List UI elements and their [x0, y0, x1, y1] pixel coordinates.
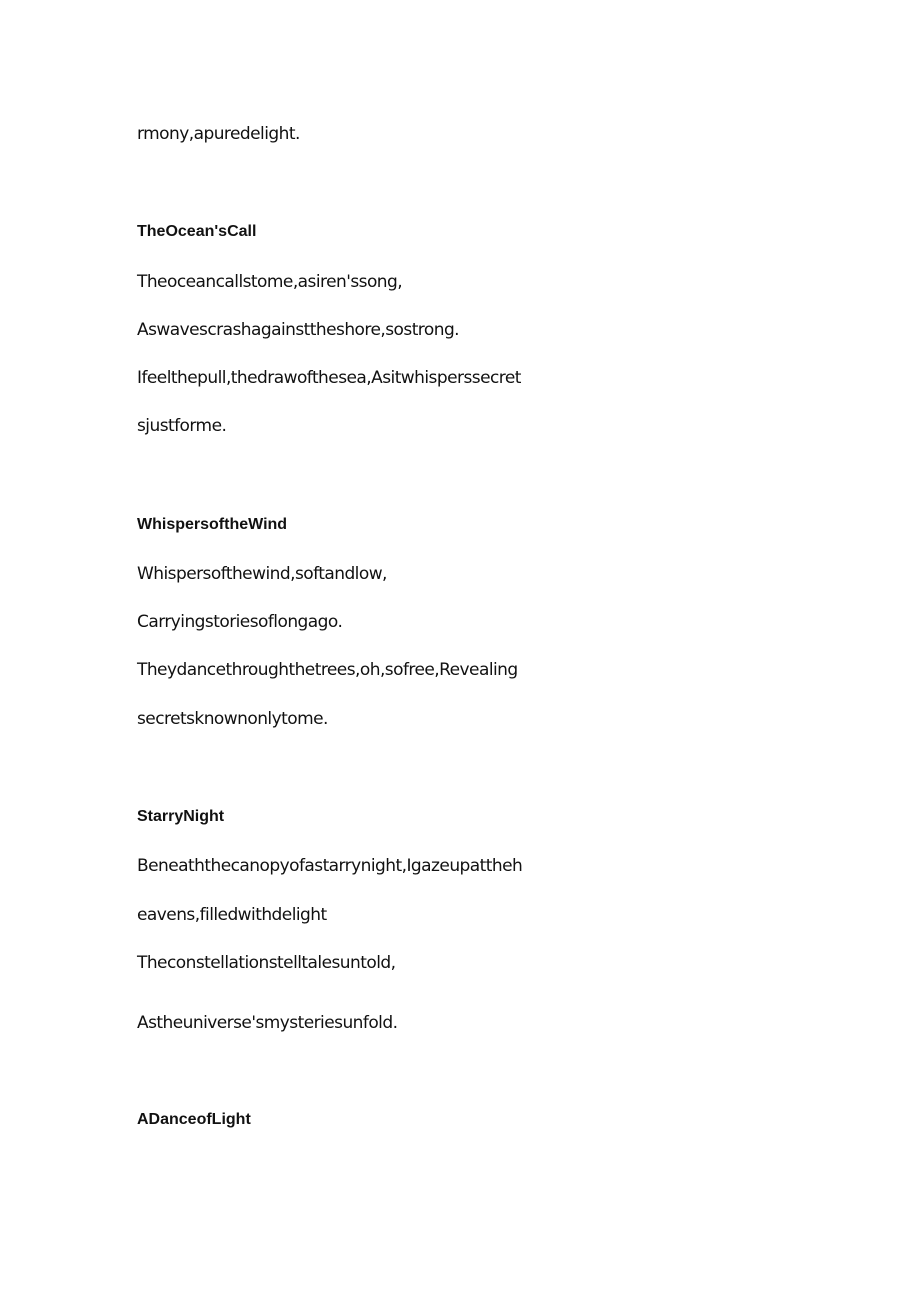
poem-line: rmony,apuredelight.: [137, 124, 300, 144]
poem-line: Aswavescrashagainsttheshore,sostrong.: [137, 320, 460, 340]
poem-line: Ifeelthepull,thedrawofthesea,Asitwhisperssecret: [137, 368, 521, 388]
poem-line: secretsknownonlytome.: [137, 709, 328, 729]
poem-line: eavens,filledwithdelight: [137, 905, 327, 925]
poem-line: Carryingstoriesoflongago.: [137, 612, 343, 632]
poem-title: WhispersoftheWind: [137, 516, 288, 533]
poem-title: StarryNight: [137, 808, 225, 825]
poem-line: Theydancethroughthetrees,oh,sofree,Revealing: [137, 660, 518, 680]
poem-line: Theoceancallstome,asiren'ssong,: [137, 272, 403, 292]
poem-title: ADanceofLight: [137, 1111, 251, 1128]
poem-line: Astheuniverse'smysteriesunfold.: [137, 1013, 398, 1033]
poem-line: Whispersofthewind,softandlow,: [137, 564, 387, 584]
poem-line: Beneaththecanopyofastarrynight,Igazeupattheh: [137, 856, 523, 876]
poem-line: sjustforme.: [137, 416, 227, 436]
poem-line: Theconstellationstelltalesuntold,: [137, 953, 396, 973]
poem-title: TheOcean'sCall: [137, 223, 257, 240]
